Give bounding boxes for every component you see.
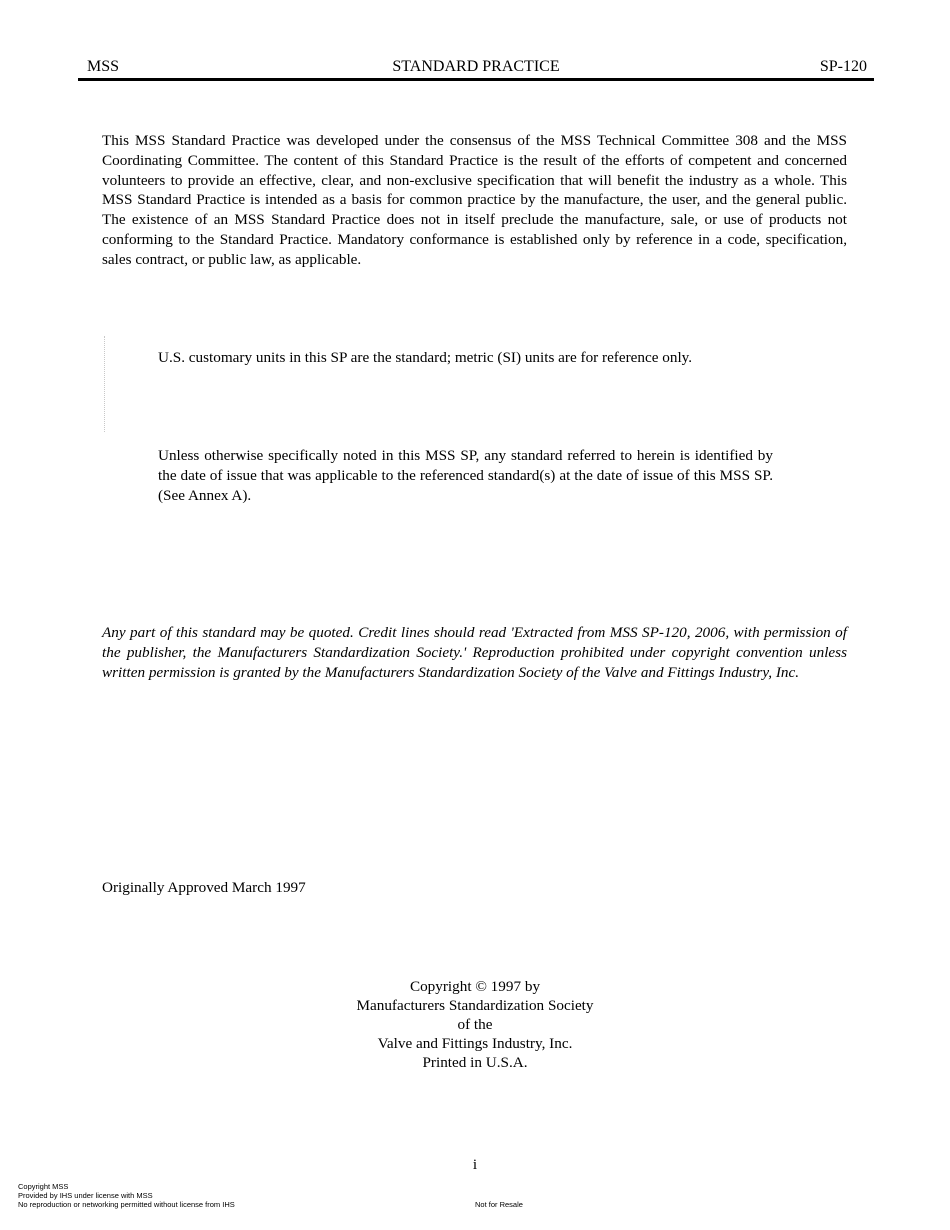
page-number: i <box>472 1156 478 1173</box>
license-footer <box>18 1182 235 1209</box>
copyright-printed: Printed in U.S.A. <box>422 1054 528 1071</box>
intro-paragraph: This MSS Standard Practice was developed under the consensus of the MSS Technical Committee 308 and the MSS Coordinating Committee. The content of this Standard Practice is the result of the efforts of competent and concerned volunteers to provide an effective, clear, and non-exclusive specification that will benefit the industry as a whole. This MSS Standard Practice is intended as a basis for common practice by the manufacture, the user, and the general public. The existence of an MSS Standard Practice does not in itself preclude the manufacture, sale, or use of products not conforming to the Standard Practice. Mandatory conformance is established only by reference in a code, specification, sales contract, or public law, as applicable. <box>102 132 847 268</box>
units-note: U.S. customary units in this SP are the standard; metric (SI) units are for reference only. <box>158 349 693 366</box>
header-org: MSS <box>87 58 120 75</box>
quote-notice: Any part of this standard may be quoted. Credit lines should read 'Extracted from MSS SP-120, 2006, with permission of the publisher, the Manufacturers Standardization Society.' Reproduction prohibited under copyright convention unless written permission is granted by the Manufacturers Standardization Society of the Valve and Fittings Industry, Inc. <box>102 624 847 681</box>
footer-copyright: Copyright MSS <box>18 1182 69 1191</box>
header-doc-number: SP-120 <box>819 58 867 75</box>
margin-change-bar <box>104 336 107 432</box>
approval-date: Originally Approved March 1997 <box>102 879 306 896</box>
copyright-industry: Valve and Fittings Industry, Inc. <box>377 1035 573 1052</box>
footer-provider: Provided by IHS under license with MSS <box>18 1191 153 1200</box>
footer-restriction: No reproduction or networking permitted without license from IHS <box>18 1200 235 1209</box>
copyright-org: Manufacturers Standardization Society <box>356 997 594 1014</box>
reference-note: Unless otherwise specifically noted in this MSS SP, any standard referred to herein is identified by the date of issue that was applicable to the referenced standard(s) at the date of issue of this MSS SP. (See Annex A). <box>158 447 773 504</box>
copyright-block <box>300 977 650 1072</box>
footer-not-for-resale: Not for Resale <box>475 1200 523 1209</box>
copyright-line: Copyright © 1997 by <box>409 978 541 995</box>
copyright-of: of the <box>457 1016 493 1033</box>
header-title: STANDARD PRACTICE <box>392 58 560 75</box>
page-header <box>78 56 874 81</box>
